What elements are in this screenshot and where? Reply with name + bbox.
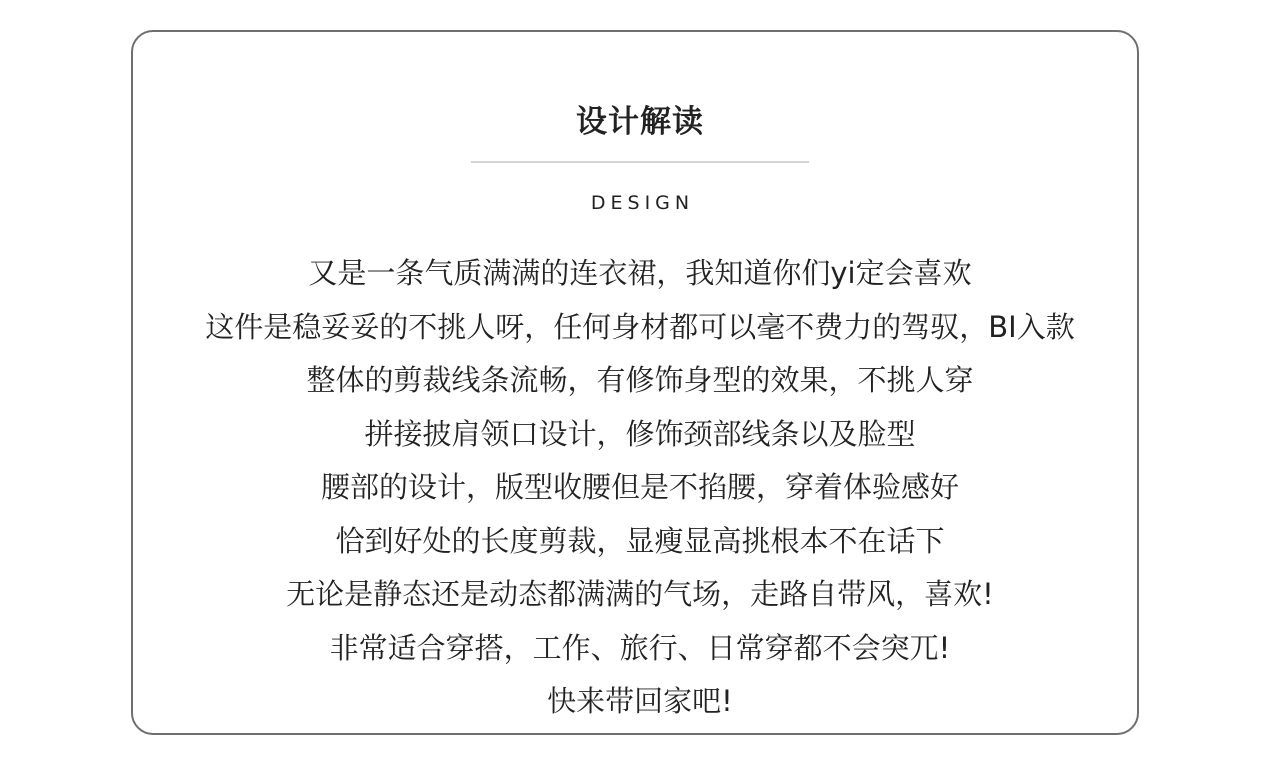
description-lines xyxy=(150,247,1130,729)
section-subtitle: DESIGN xyxy=(590,192,695,214)
description-line: 拼接披肩领口设计，修饰颈部线条以及脸型 xyxy=(364,416,916,451)
description-line: 腰部的设计，版型收腰但是不掐腰，穿着体验感好 xyxy=(320,470,959,504)
description-line: 这件是稳妥妥的不挑人呀，任何身材都可以毫不费力的驾驭，BI入款 xyxy=(205,309,1075,344)
description-line: 快来带回家吧! xyxy=(547,684,733,718)
section-title: 设计解读 xyxy=(576,104,704,140)
description-line: 非常适合穿搭，工作、旅行、日常穿都不会突兀! xyxy=(329,630,951,665)
description-line: 又是一条气质满满的连衣裙，我知道你们yi定会喜欢 xyxy=(308,256,972,290)
description-line: 整体的剪裁线条流畅，有修饰身型的效果，不挑人穿 xyxy=(306,363,974,397)
title-divider xyxy=(471,161,809,163)
description-line: 无论是静态还是动态都满满的气场，走路自带风，喜欢! xyxy=(286,577,994,611)
description-line: 恰到好处的长度剪裁，显瘦显高挑根本不在话下 xyxy=(335,523,945,558)
